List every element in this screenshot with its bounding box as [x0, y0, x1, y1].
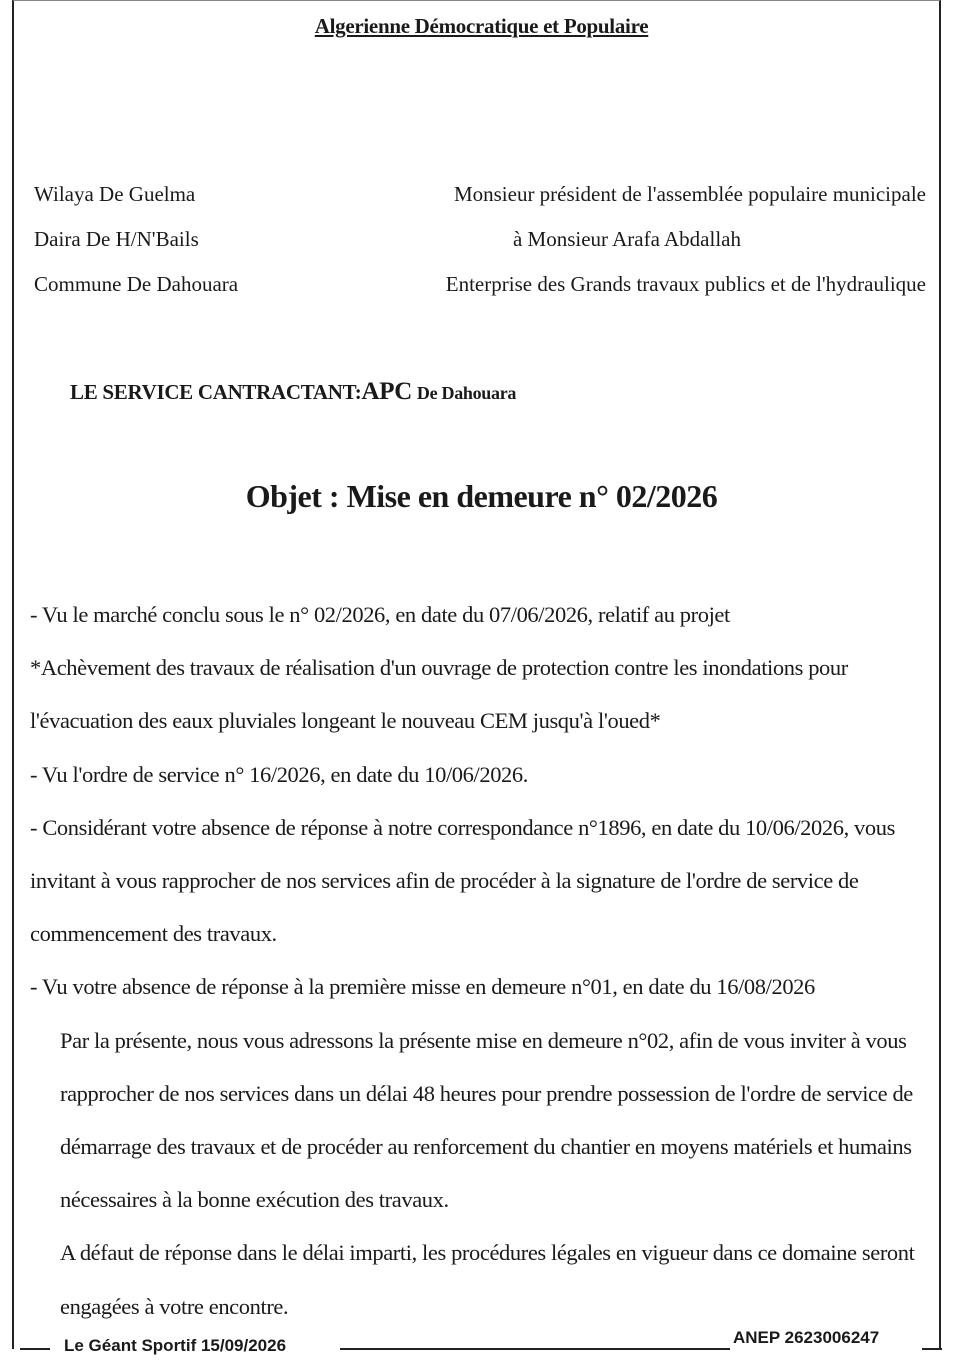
service-apc: APC	[361, 378, 412, 405]
daira-line: Daira De H/N'Bails	[34, 227, 199, 251]
recipient-line-3: Enterprise des Grands travaux publics et de l'hydraulique	[445, 272, 926, 296]
paragraph-marche: - Vu le marché conclu sous le n° 02/2026, en date du 07/06/2026, relatif au projet	[30, 602, 730, 627]
paragraph-presente: Par la présente, nous vous adressons la présente mise en demeure n°02, afin de vous inviter à vous rapprocher de nos services dans un délai 48 heures pour prendre possession de l'ordre de service de démarrage des travaux et de procéder au renforcement du chantier en moyens matériels et humains nécessaires à la bonne exécution des travaux.	[60, 1027, 913, 1213]
document-subject: Objet : Mise en demeure n° 02/2026	[245, 478, 718, 514]
recipient-line-1: Monsieur président de l'assemblée populaire municipale	[453, 182, 926, 206]
footer-rule-left	[20, 1348, 50, 1350]
sender-block	[34, 172, 238, 307]
country-header: Algerienne Démocratique et Populaire	[314, 14, 649, 38]
paragraph-ordre-service: - Vu l'ordre de service n° 16/2026, en date du 10/06/2026.	[30, 761, 528, 787]
wilaya-line: Wilaya De Guelma	[34, 182, 196, 206]
recipient-block	[446, 172, 926, 307]
commune-line: Commune De Dahouara	[34, 272, 239, 296]
paragraph-premiere-demeure: - Vu votre absence de réponse à la première misse en demeure n°01, en date du 16/08/2026	[30, 974, 815, 1000]
footer-rule-right	[922, 1348, 942, 1350]
document-body	[30, 588, 920, 1333]
anep-reference: ANEP 2623006247	[733, 1328, 880, 1347]
newspaper-label: Le Géant Sportif 15/09/2026	[64, 1336, 287, 1355]
paragraph-defaut: A défaut de réponse dans le délai imparti, les procédures légales en vigueur dans ce domaine seront engagées à votre encontre.	[60, 1240, 915, 1319]
service-name: De Dahouara	[416, 383, 517, 403]
footer	[0, 1328, 963, 1358]
recipient-line-2: à Monsieur Arafa Abdallah	[512, 227, 741, 251]
footer-rule-middle	[340, 1348, 730, 1350]
paragraph-projet: *Achèvement des travaux de réalisation d'un ouvrage de protection contre les inondations pour l'évacuation des eaux pluviales longeant le nouveau CEM jusqu'à l'oued*	[30, 655, 848, 734]
paragraph-correspondance: - Considérant votre absence de réponse à notre correspondance n°1896, en date du 10/06/2026, vous invitant à vous rapprocher de nos services afin de procéder à la signature de l'ordre de service de commencement des travaux.	[30, 814, 895, 947]
contracting-service	[70, 378, 516, 406]
service-label: LE SERVICE CANTRACTANT:	[70, 380, 362, 404]
